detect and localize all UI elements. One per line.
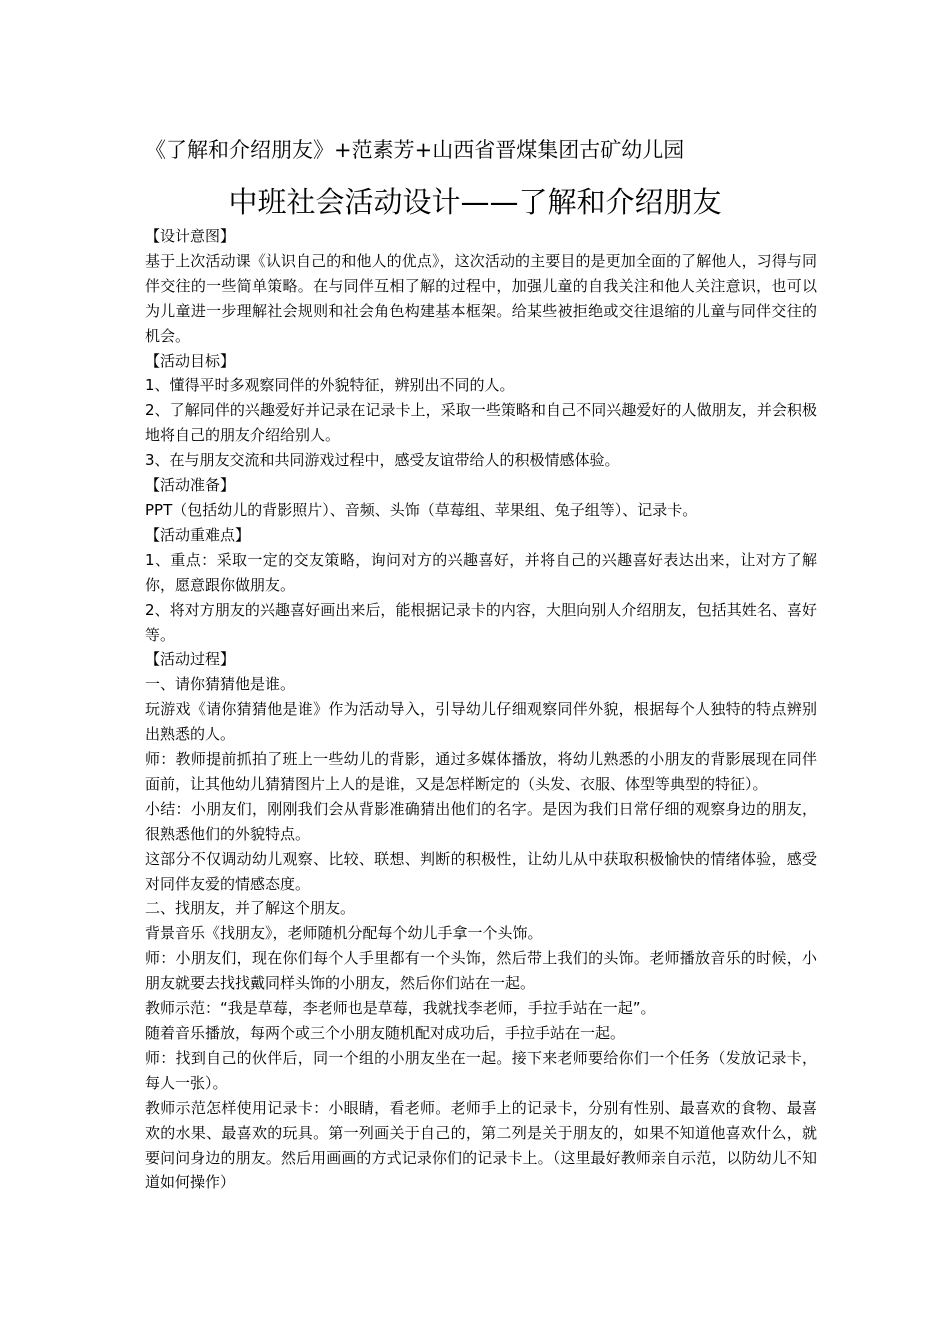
process-paragraph: 这部分不仅调动幼儿观察、比较、联想、判断的积极性，让幼儿从中获取积极愉快的情绪体验，感受对同伴友爱的情感态度。 [145, 849, 817, 893]
goal-item-2: 2、了解同伴的兴趣爱好并记录在记录卡上，采取一些策略和自己不同兴趣爱好的人做朋友，并会积极地将自己的朋友介绍给别人。 [145, 401, 817, 445]
section-heading-process: 【活动过程】 [145, 650, 236, 669]
goal-item-1: 1、懂得平时多观察同伴的外貌特征，辨别出不同的人。 [145, 376, 515, 395]
process-paragraph: 师：找到自己的伙伴后，同一个组的小朋友坐在一起。接下来老师要给你们一个任务（发放记录卡，每人一张）。 [145, 1048, 817, 1092]
paragraph-design-intent: 基于上次活动课《认识自己的和他人的优点》，这次活动的主要目的是更加全面的了解他人，习得与同伴交往的一些简单策略。在与同伴互相了解的过程中，加强儿童的自我关注和他人关注意识，也可以为儿童进一步理解社会规则和社会角色构建基本框架。给某些被拒绝或交往退缩的儿童与同伴交往的机会。 [145, 251, 817, 345]
process-paragraph: 随着音乐播放，每两个或三个小朋友随机配对成功后，手拉手站在一起。 [145, 1024, 626, 1042]
process-step-2-heading: 二、找朋友，并了解这个朋友。 [145, 899, 356, 918]
document-body [145, 224, 817, 1195]
document-title: 中班社会活动设计——了解和介绍朋友 [228, 185, 722, 219]
key-point-1: 1、重点：采取一定的交友策略，询问对方的兴趣喜好，并将自己的兴趣喜好表达出来，让对方了解你，愿意跟你做朋友。 [145, 550, 817, 594]
section-heading-goals: 【活动目标】 [145, 351, 236, 370]
process-paragraph: 师：小朋友们，现在你们每个人手里都有一个头饰，然后带上我们的头饰。老师播放音乐的时候，小朋友就要去找找戴同样头饰的小朋友，然后你们站在一起。 [145, 949, 817, 993]
process-paragraph: 师：教师提前抓拍了班上一些幼儿的背影，通过多媒体播放，将幼儿熟悉的小朋友的背影展现在同伴面前，让其他幼儿猜猜图片上人的是谁，又是怎样断定的（头发、衣服、体型等典型的特征）。 [145, 750, 817, 793]
process-paragraph: 教师示范：“我是草莓，李老师也是草莓，我就找李老师，手拉手站在一起”。 [145, 999, 656, 1018]
section-heading-preparation: 【活动准备】 [145, 476, 236, 495]
source-line: 《了解和介绍朋友》+范素芳+山西省晋煤集团古矿幼儿园 [145, 138, 685, 162]
section-heading-design-intent: 【设计意图】 [145, 227, 236, 245]
process-paragraph: 玩游戏《请你猜猜他是谁》作为活动导入，引导幼儿仔细观察同伴外貌，根据每个人独特的特点辨别出熟悉的人。 [145, 700, 817, 744]
goal-item-3: 3、在与朋友交流和共同游戏过程中，感受友谊带给人的积极情感体验。 [145, 451, 620, 470]
process-paragraph: 小结：小朋友们，刚刚我们会从背影准确猜出他们的名字。是因为我们日常仔细的观察身边的朋友，很熟悉他们的外貌特点。 [145, 799, 817, 843]
paragraph-preparation: PPT（包括幼儿的背影照片）、音频、头饰（草莓组、苹果组、兔子组等）、记录卡。 [145, 500, 698, 519]
key-point-2: 2、将对方朋友的兴趣喜好画出来后，能根据记录卡的内容，大胆向别人介绍朋友，包括其姓名、喜好等。 [145, 600, 817, 644]
process-paragraph: 教师示范怎样使用记录卡：小眼睛，看老师。老师手上的记录卡，分别有性别、最喜欢的食物、最喜欢的水果、最喜欢的玩具。第一列画关于自己的，第二列是关于朋友的，如果不知道他喜欢什么，就要问问身边的朋友。然后用画画的方式记录你们的记录卡上。（这里最好教师亲自示范，以防幼儿不知道如何操作） [145, 1098, 817, 1192]
section-heading-key-points: 【活动重难点】 [145, 525, 251, 544]
process-step-1-heading: 一、请你猜猜他是谁。 [145, 675, 296, 694]
process-paragraph: 背景音乐《找朋友》，老师随机分配每个幼儿手拿一个头饰。 [145, 924, 543, 943]
